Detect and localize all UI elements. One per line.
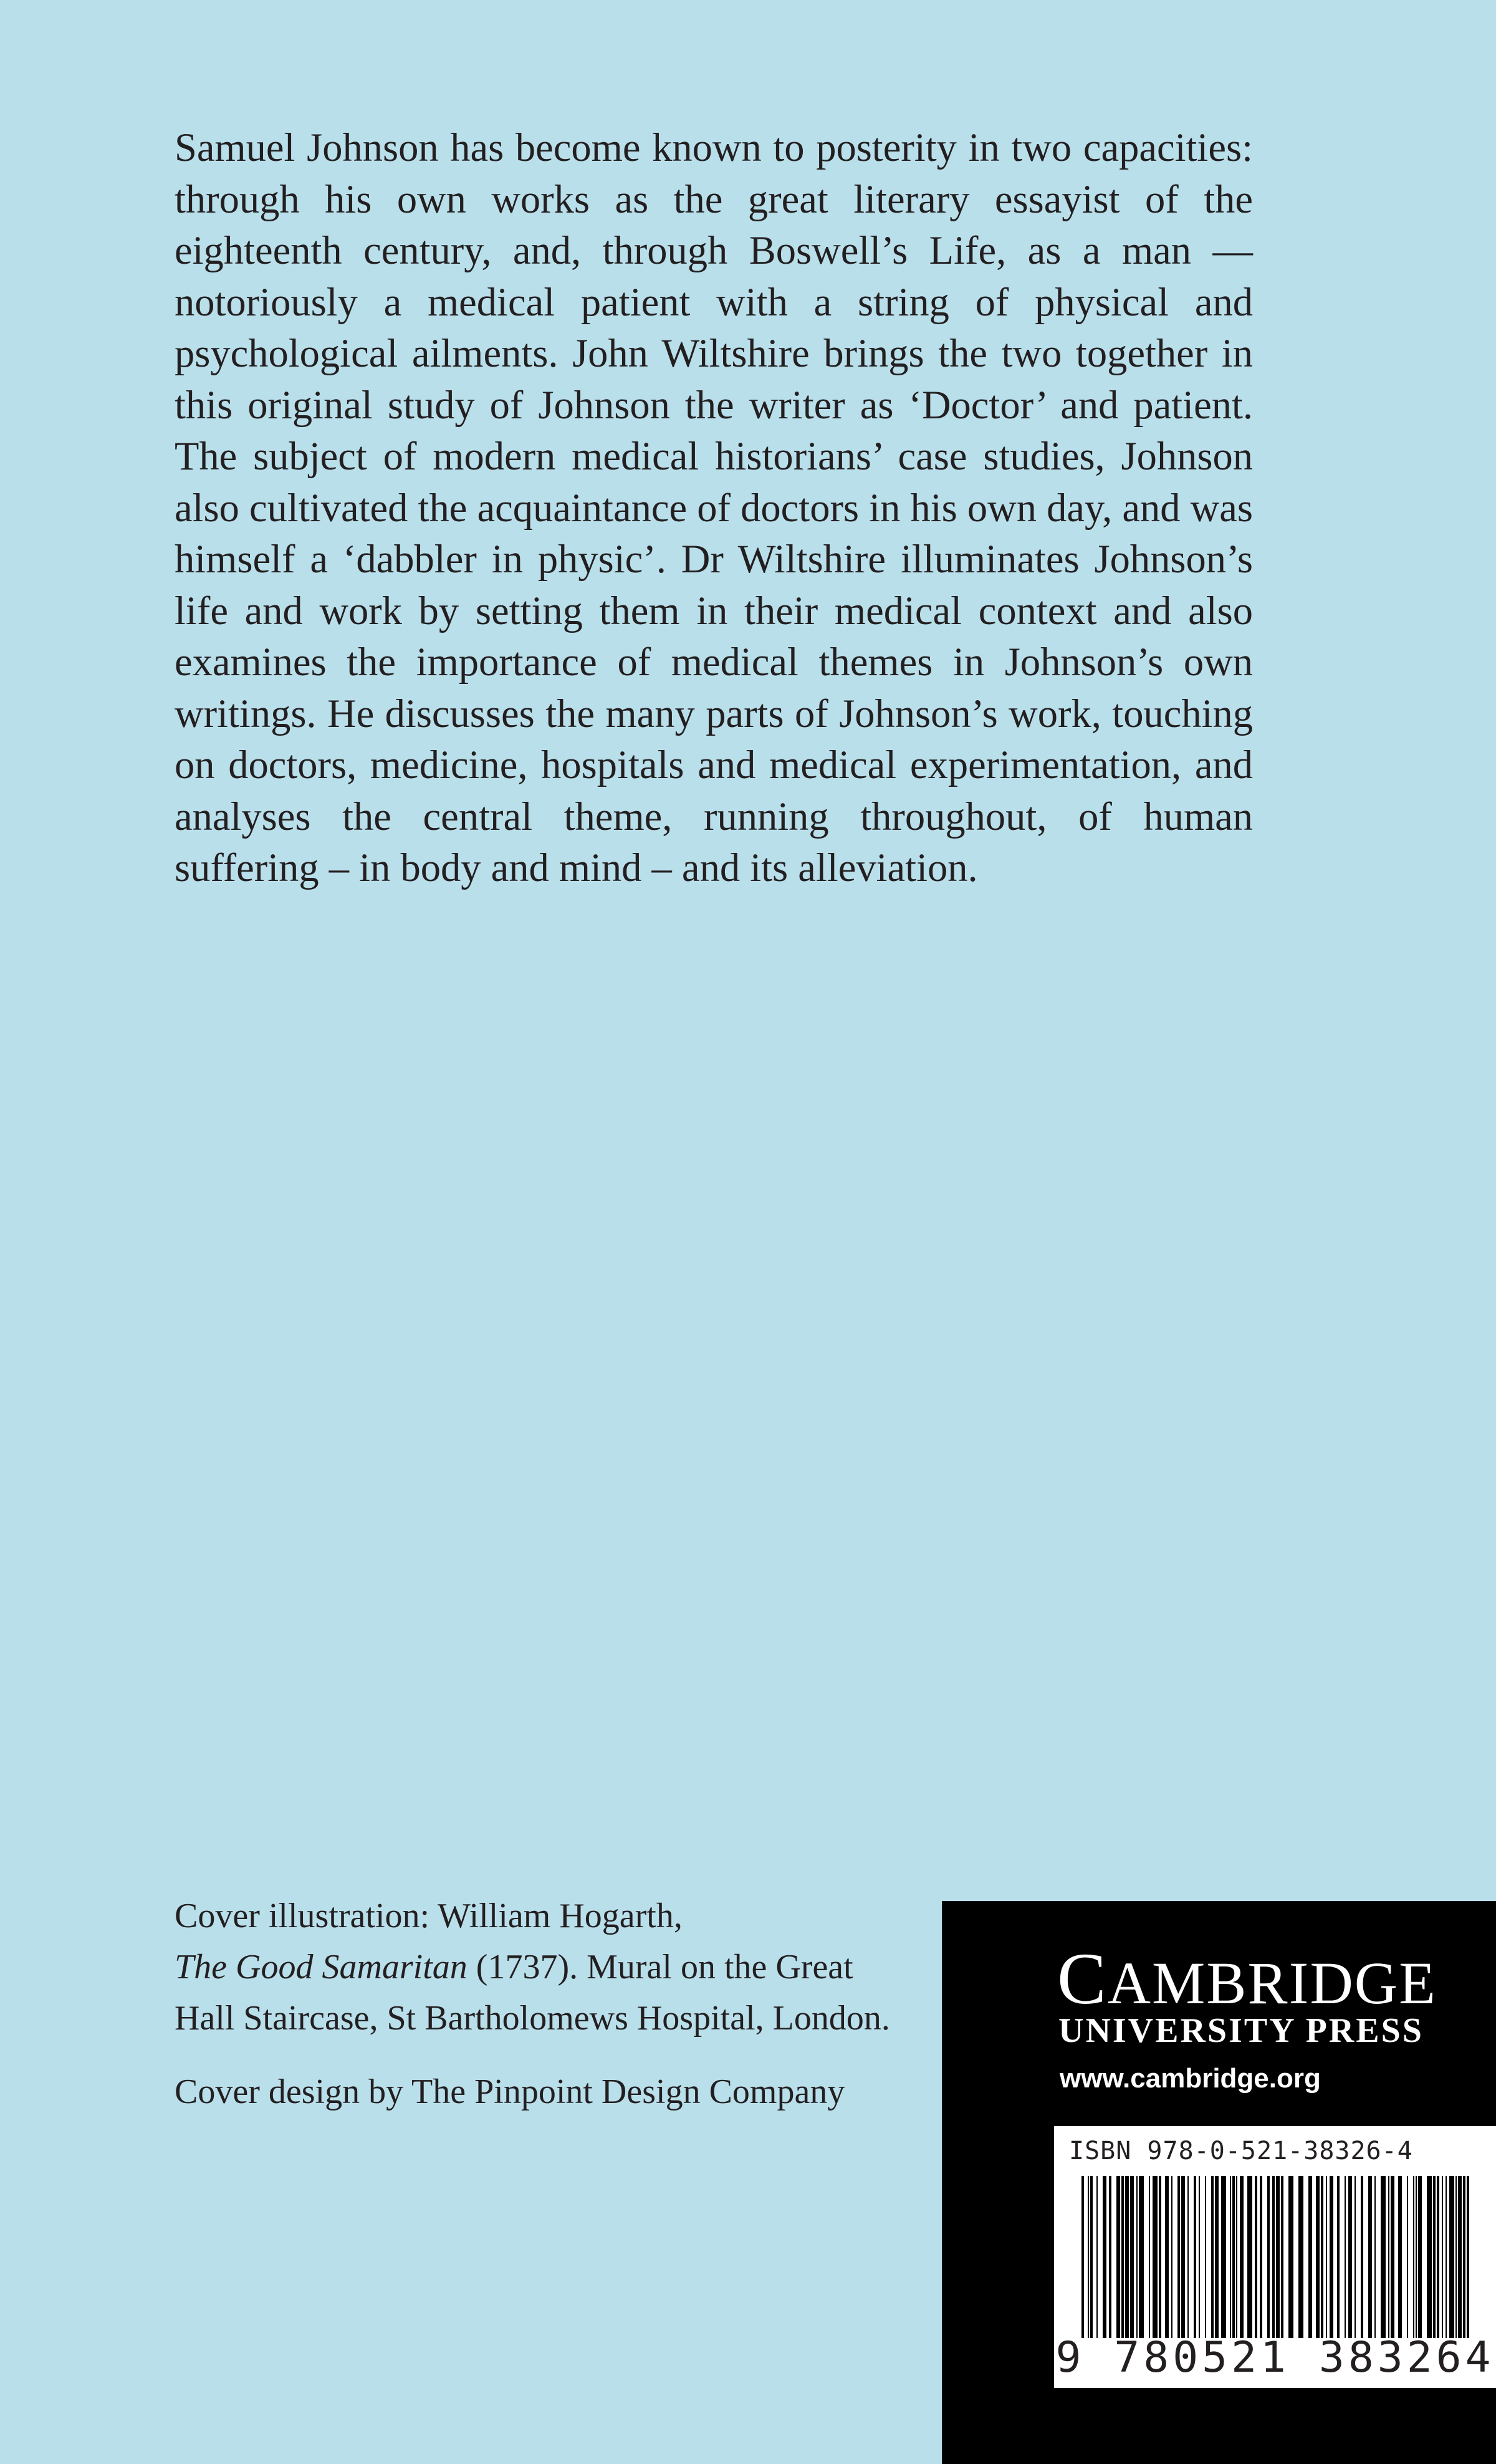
barcode-bar bbox=[1288, 2176, 1293, 2338]
illustration-title: The Good Samaritan bbox=[175, 1948, 467, 1986]
barcode-bar bbox=[1221, 2176, 1226, 2338]
barcode-bar bbox=[1149, 2176, 1150, 2338]
barcode-bar bbox=[1433, 2176, 1436, 2338]
barcode-bar bbox=[1442, 2176, 1443, 2338]
barcode-bar bbox=[1455, 2176, 1457, 2338]
cover-design-credit: Cover design by The Pinpoint Design Company bbox=[175, 2072, 845, 2111]
barcode-bar bbox=[1125, 2176, 1129, 2338]
publisher-url: www.cambridge.org bbox=[1060, 2063, 1321, 2094]
barcode-bar bbox=[1418, 2176, 1422, 2338]
barcode-bar bbox=[1159, 2176, 1161, 2338]
publisher-name-rest: AMBRIDGE bbox=[1107, 1950, 1437, 2016]
barcode-bar bbox=[1165, 2176, 1169, 2338]
barcode-bar bbox=[1276, 2176, 1280, 2338]
barcode-bar bbox=[1247, 2176, 1252, 2338]
barcode-bar bbox=[1272, 2176, 1275, 2338]
barcode-bar bbox=[1088, 2176, 1089, 2338]
cover-credits bbox=[175, 1890, 898, 2117]
publisher-panel bbox=[942, 1901, 1496, 2464]
barcode-bar bbox=[1316, 2176, 1320, 2338]
barcode-bar bbox=[1194, 2176, 1196, 2338]
barcode-bar bbox=[1467, 2176, 1469, 2338]
ean-digits: 9 780521 383264 bbox=[1055, 2333, 1495, 2382]
barcode-bar bbox=[1437, 2176, 1439, 2338]
barcode-bar bbox=[1109, 2176, 1111, 2338]
barcode-bar bbox=[1458, 2176, 1462, 2338]
barcode-bar bbox=[1381, 2176, 1386, 2338]
barcode-bar bbox=[1416, 2176, 1417, 2338]
illustration-credit-details: (1737). Mural on the Great Hall Staircase, St Bartholomews Hospital, London. bbox=[175, 1948, 890, 2038]
barcode-bar bbox=[1388, 2176, 1389, 2338]
barcode-bar bbox=[1407, 2176, 1408, 2338]
barcode-bar bbox=[1081, 2176, 1084, 2338]
barcode-bar bbox=[1136, 2176, 1138, 2338]
barcode-bar bbox=[1240, 2176, 1244, 2338]
barcode-bar bbox=[1236, 2176, 1237, 2338]
barcode-bar bbox=[1391, 2176, 1394, 2338]
barcode-bar bbox=[1413, 2176, 1414, 2338]
barcode-bar bbox=[1361, 2176, 1363, 2338]
barcode-bar bbox=[1298, 2176, 1303, 2338]
publisher-name-initial: C bbox=[1057, 1938, 1108, 2019]
publisher-press: UNIVERSITY PRESS bbox=[1058, 2011, 1424, 2050]
barcode-bar bbox=[1427, 2176, 1432, 2338]
barcode-bar bbox=[1355, 2176, 1356, 2338]
barcode-bar bbox=[1211, 2176, 1214, 2338]
barcode-bar bbox=[1153, 2176, 1158, 2338]
barcode-bar bbox=[1326, 2176, 1327, 2338]
barcode-bar bbox=[1281, 2176, 1283, 2338]
illustration-credit-prefix: Cover illustration: William Hogarth, bbox=[175, 1897, 683, 1935]
publisher-name bbox=[1057, 1938, 1437, 2019]
barcode-icon bbox=[1063, 2176, 1487, 2338]
barcode-bar bbox=[1187, 2176, 1189, 2338]
barcode-bar bbox=[1232, 2176, 1235, 2338]
barcode-bar bbox=[1398, 2176, 1402, 2338]
barcode-bar bbox=[1446, 2176, 1447, 2338]
barcode-bar bbox=[1330, 2176, 1333, 2338]
cover-illustration-credit bbox=[175, 1890, 898, 2044]
barcode-bar bbox=[1260, 2176, 1262, 2338]
isbn-number: ISBN 978-0-521-38326-4 bbox=[1069, 2137, 1413, 2165]
barcode-bar bbox=[1139, 2176, 1144, 2338]
barcode-bar bbox=[1177, 2176, 1180, 2338]
barcode-bar bbox=[1321, 2176, 1323, 2338]
back-cover-blurb: Samuel Johnson has become known to posterity in two capacities: through his own works as the great literary essayist of the eighteenth century, and, through Boswell’s Life, as a man — notoriously a medical patient with a string of physical and psychological ailments. John Wiltshire brings the two together in this original study of Johnson the writer as ‘Doctor’ and patient. The subject of modern medical historians’ case studies, Johnson also cultivated the acquaintance of doctors in his own day, and was himself a ‘dabbler in physic’. Dr Wiltshire illuminates Johnson’s life and work by setting them in their medical context and also examines the importance of medical themes in Johnson’s own writings. He discusses the many parts of Johnson’s work, touching on doctors, medicine, hospitals and medical experimentation, and analyses the central theme, running throughout, of human suffering – in body and mind – and its alleviation. bbox=[175, 125, 1253, 890]
barcode-bar bbox=[1463, 2176, 1465, 2338]
barcode-bar bbox=[1130, 2176, 1134, 2338]
barcode-bar bbox=[1267, 2176, 1270, 2338]
barcode-bar bbox=[1255, 2176, 1257, 2338]
barcode-bar bbox=[1116, 2176, 1120, 2338]
barcode-bar bbox=[1345, 2176, 1346, 2338]
barcode-bar bbox=[1199, 2176, 1200, 2338]
barcode-bar bbox=[1171, 2176, 1172, 2338]
barcode-bar bbox=[1181, 2176, 1185, 2338]
barcode-bar bbox=[1308, 2176, 1312, 2338]
barcode-bar bbox=[1103, 2176, 1106, 2338]
barcode-bar bbox=[1374, 2176, 1376, 2338]
barcode-bar bbox=[1096, 2176, 1098, 2338]
barcode-bar bbox=[1090, 2176, 1093, 2338]
barcode-bar bbox=[1121, 2176, 1124, 2338]
barcode-bar bbox=[1449, 2176, 1454, 2338]
barcode-bar bbox=[1215, 2176, 1219, 2338]
barcode-bar bbox=[1205, 2176, 1206, 2338]
barcode-bar bbox=[1348, 2176, 1352, 2338]
barcode-bar bbox=[1368, 2176, 1372, 2338]
barcode-bar bbox=[1337, 2176, 1340, 2338]
barcode-bar bbox=[1230, 2176, 1231, 2338]
barcode-box bbox=[1054, 2126, 1496, 2388]
